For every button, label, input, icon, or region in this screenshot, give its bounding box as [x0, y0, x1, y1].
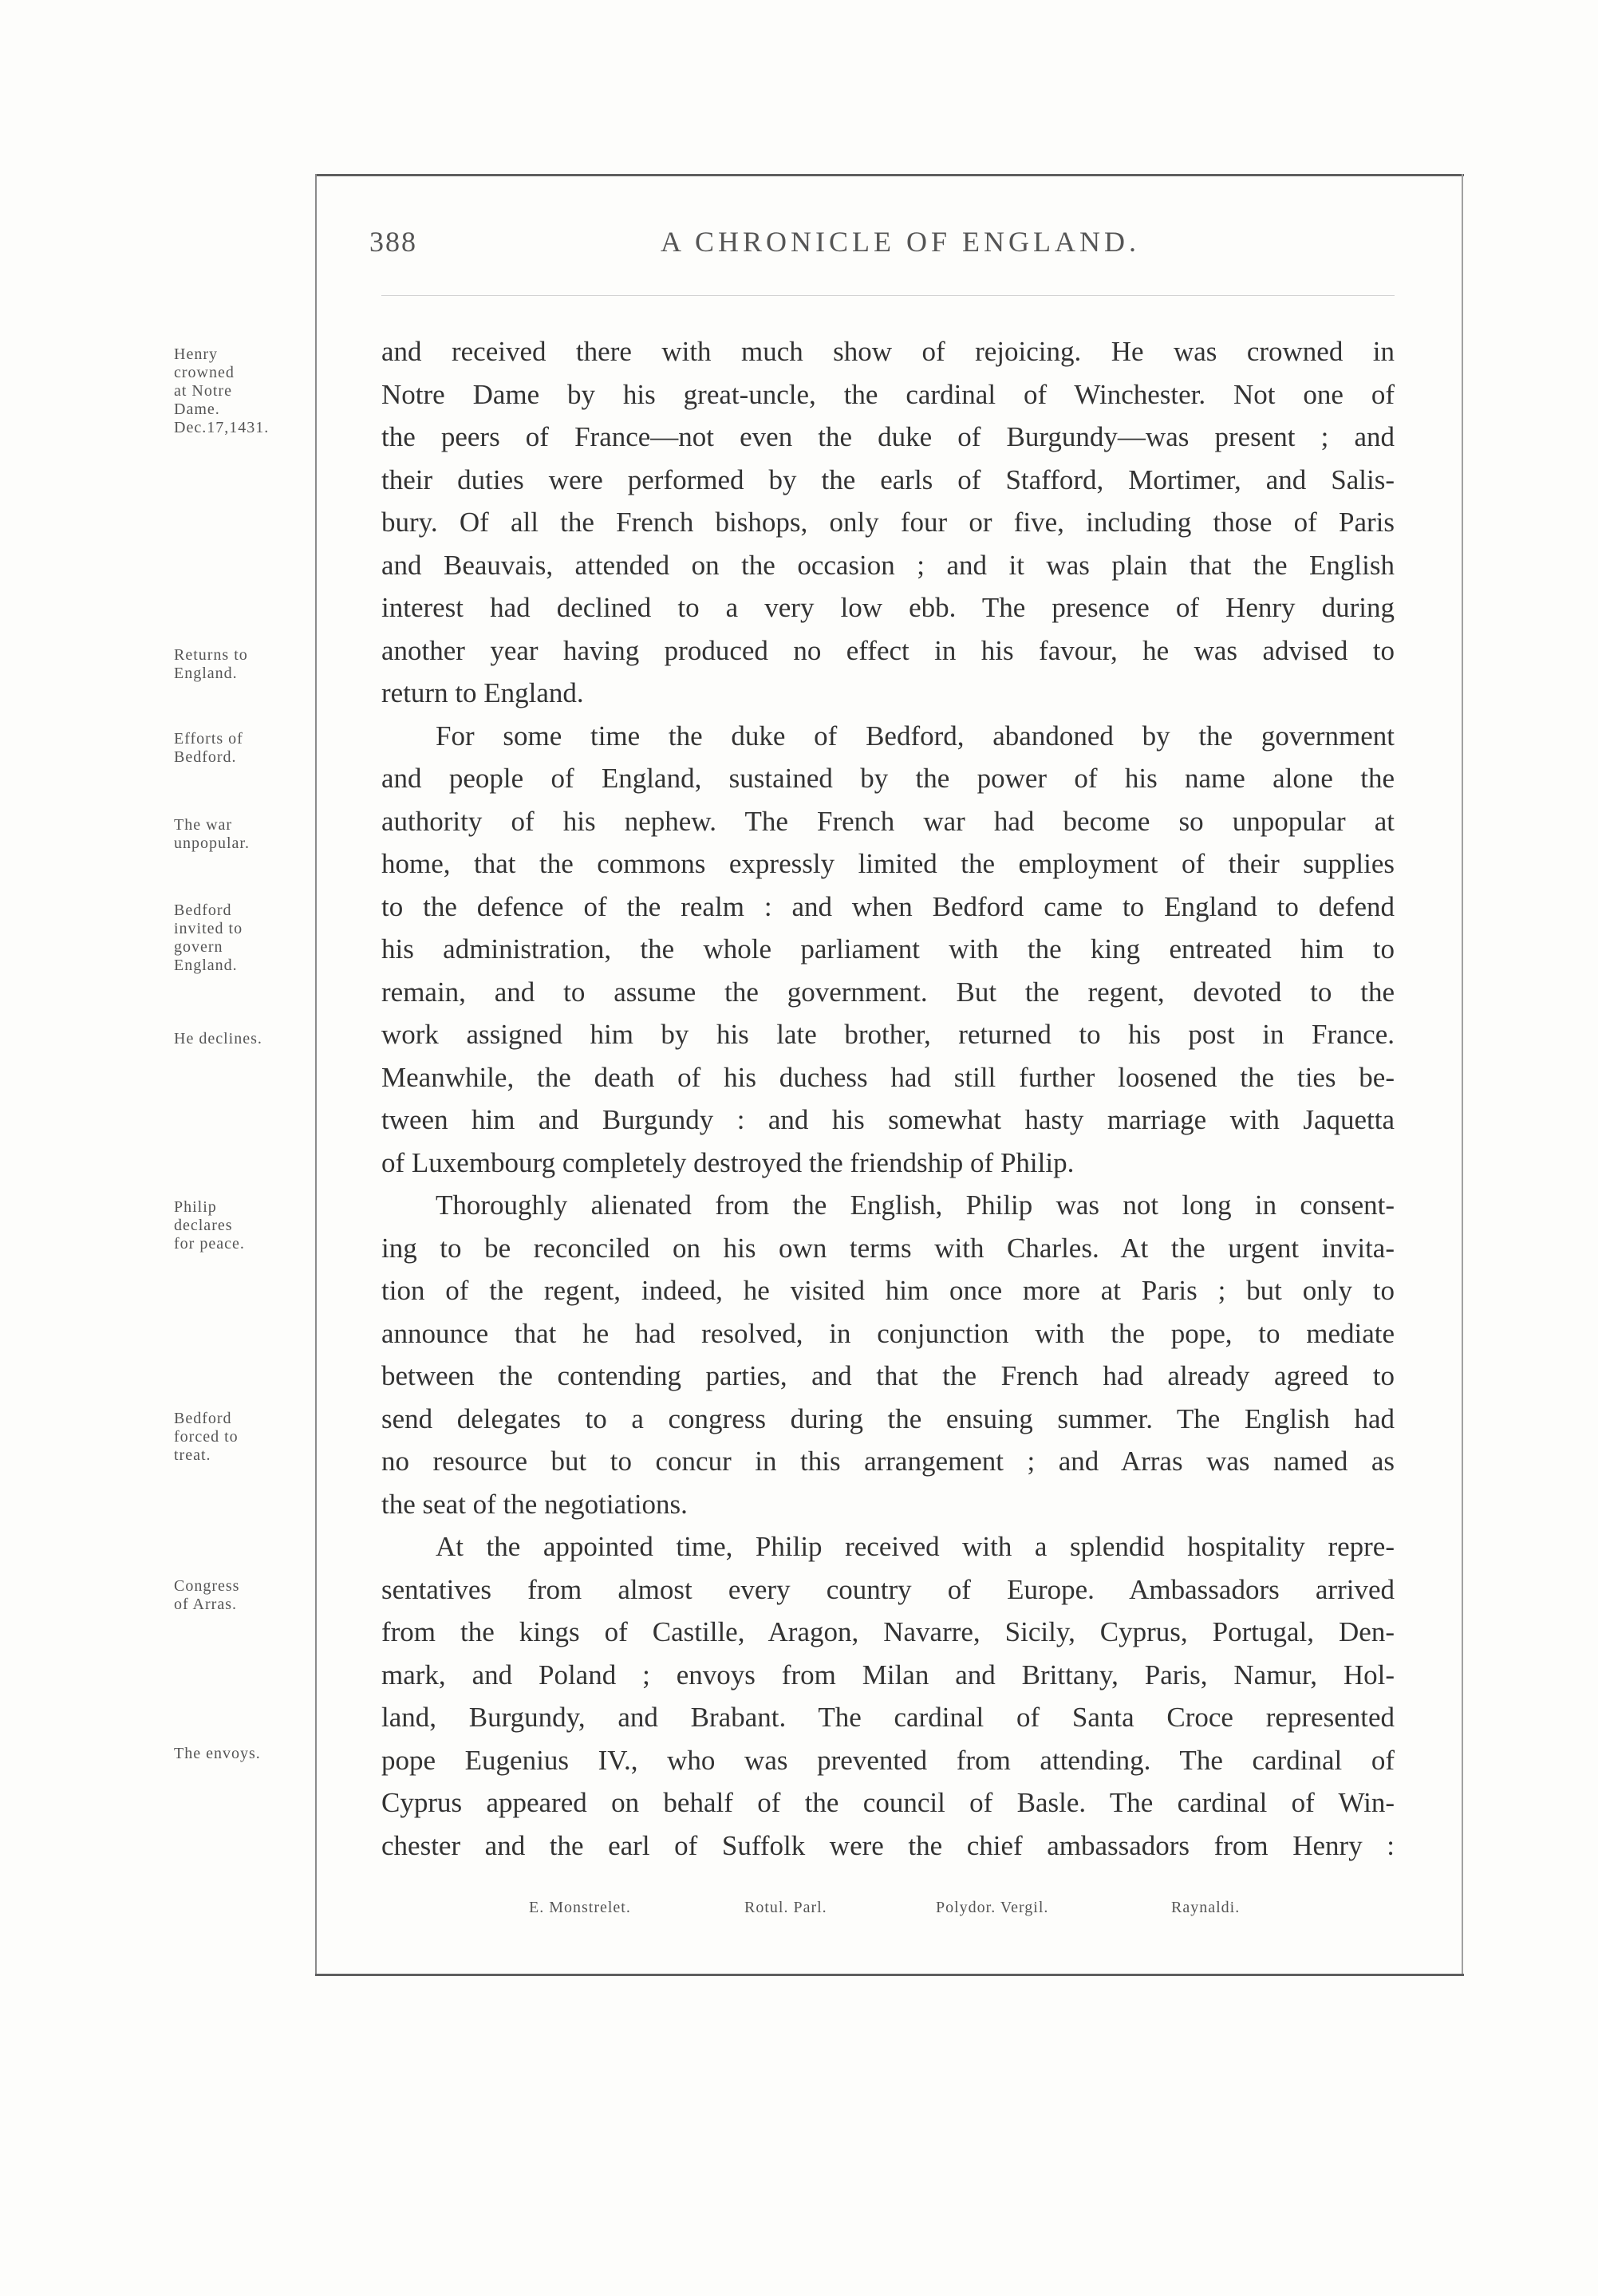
body-line: send delegates to a congress during the ensuing summer. The English had — [381, 1402, 1395, 1434]
source-ref-monstrelet: E. Monstrelet. — [529, 1899, 631, 1916]
body-line: from the kings of Castille, Aragon, Navarre, Sicily, Cyprus, Portugal, Den- — [381, 1616, 1395, 1647]
body-line: ing to be reconciled on his own terms with Charles. At the urgent invita- — [381, 1232, 1395, 1264]
marginal-note-line: Bedford — [174, 1410, 232, 1427]
page-frame-top-rule — [315, 174, 1464, 176]
body-line: work assigned him by his late brother, returned to his post in France. — [381, 1019, 1395, 1050]
marginal-note-line: Congress — [174, 1577, 240, 1595]
page-frame-bottom-rule — [315, 1974, 1464, 1976]
marginal-note-line: England. — [174, 957, 238, 974]
page-frame-left-rule — [315, 174, 317, 1974]
marginal-note-line: Bedford — [174, 901, 232, 919]
body-line: and received there with much show of rejoicing. He was crowned in — [381, 336, 1395, 367]
marginal-note-bedford-forced — [174, 1410, 310, 1465]
body-line: of Luxembourg completely destroyed the friendship of Philip. — [381, 1146, 1075, 1178]
body-line: Thoroughly alienated from the English, Philip was not long in consent- — [436, 1189, 1395, 1221]
body-line: For some time the duke of Bedford, abandoned by the government — [436, 720, 1395, 752]
body-line: and Beauvais, attended on the occasion ; and it was plain that the English — [381, 549, 1395, 581]
marginal-note-war-unpopular — [174, 816, 310, 853]
body-line: to the defence of the realm : and when Bedford came to England to defend — [381, 890, 1395, 922]
marginal-note-line: He declines. — [174, 1030, 262, 1047]
marginal-note-he-declines — [174, 1030, 310, 1048]
body-line: pope Eugenius IV., who was prevented from attending. The cardinal of — [381, 1744, 1395, 1776]
body-line: tween him and Burgundy : and his somewhat hasty marriage with Jaquetta — [381, 1104, 1395, 1135]
body-line: between the contending parties, and that the French had already agreed to — [381, 1360, 1395, 1391]
marginal-note-line: The envoys. — [174, 1745, 261, 1762]
marginal-note-henry-crowned — [174, 345, 310, 437]
body-line: land, Burgundy, and Brabant. The cardinal of Santa Croce represented — [381, 1702, 1395, 1733]
body-line: home, that the commons expressly limited the employment of their supplies — [381, 848, 1395, 879]
body-line: mark, and Poland ; envoys from Milan and Brittany, Paris, Namur, Hol- — [381, 1659, 1395, 1690]
body-line: no resource but to concur in this arrangement ; and Arras was named as — [381, 1446, 1395, 1477]
body-line: their duties were performed by the earls of Stafford, Mortimer, and Salis- — [381, 464, 1395, 495]
marginal-note-philip-declares — [174, 1198, 310, 1253]
body-line: tion of the regent, indeed, he visited him once more at Paris ; but only to — [381, 1275, 1395, 1306]
marginal-note-line: Henry — [174, 345, 218, 363]
header-rule — [381, 295, 1395, 296]
body-line: Notre Dame by his great-uncle, the cardinal of Winchester. Not one of — [381, 378, 1395, 410]
source-ref-rotul-parl: Rotul. Parl. — [744, 1899, 827, 1916]
marginal-note-line: Dec.17,1431. — [174, 419, 270, 436]
body-line: interest had declined to a very low ebb. The presence of Henry during — [381, 592, 1395, 623]
marginal-note-line: invited to — [174, 920, 243, 937]
marginal-note-the-envoys — [174, 1745, 310, 1763]
source-ref-raynaldi: Raynaldi. — [1171, 1899, 1241, 1916]
body-line: another year having produced no effect in his favour, he was advised to — [381, 634, 1395, 666]
marginal-note-line: at Notre — [174, 382, 232, 400]
marginal-note-line: govern — [174, 938, 223, 956]
source-ref-polydor-vergil: Polydor. Vergil. — [936, 1899, 1049, 1916]
marginal-note-line: Bedford. — [174, 748, 237, 766]
body-line: sentatives from almost every country of Europe. Ambassadors arrived — [381, 1573, 1395, 1605]
marginal-note-bedford-invited — [174, 901, 310, 975]
body-text — [381, 330, 1395, 1867]
marginal-note-line: crowned — [174, 364, 235, 381]
running-title: A CHRONICLE OF ENGLAND. — [661, 226, 1140, 258]
body-line: the peers of France—not even the duke of Burgundy—was present ; and — [381, 421, 1395, 452]
page-frame-right-rule — [1462, 174, 1463, 1974]
marginal-note-line: of Arras. — [174, 1596, 237, 1613]
marginal-note-congress-of-arras — [174, 1577, 310, 1614]
marginal-note-line: Efforts of — [174, 730, 243, 748]
marginal-note-line: declares — [174, 1217, 233, 1234]
body-line: Cyprus appeared on behalf of the council of Basle. The cardinal of Win- — [381, 1787, 1395, 1818]
body-line: authority of his nephew. The French war had become so unpopular at — [381, 805, 1395, 837]
body-line: the seat of the negotiations. — [381, 1488, 688, 1520]
marginal-note-line: Philip — [174, 1198, 217, 1216]
body-line: Meanwhile, the death of his duchess had still further loosened the ties be- — [381, 1061, 1395, 1093]
body-line: remain, and to assume the government. But the regent, devoted to the — [381, 976, 1395, 1008]
body-line: return to England. — [381, 677, 584, 708]
body-line: bury. Of all the French bishops, only four or five, including those of Paris — [381, 507, 1395, 538]
marginal-note-line: Dame. — [174, 400, 220, 418]
marginal-note-returns-to-england — [174, 646, 310, 683]
page-number: 388 — [369, 226, 417, 258]
marginal-note-line: unpopular. — [174, 834, 250, 852]
marginal-note-line: treat. — [174, 1446, 211, 1464]
marginal-note-line: England. — [174, 665, 238, 682]
body-line: At the appointed time, Philip received with a splendid hospitality repre- — [436, 1531, 1395, 1562]
source-references — [381, 1899, 1395, 1923]
marginal-note-line: forced to — [174, 1428, 239, 1446]
body-line: and people of England, sustained by the power of his name alone the — [381, 763, 1395, 794]
marginal-note-line: Returns to — [174, 646, 248, 664]
marginal-note-line: for peace. — [174, 1235, 245, 1253]
body-line: chester and the earl of Suffolk were the chief ambassadors from Henry : — [381, 1829, 1395, 1861]
body-line: announce that he had resolved, in conjunction with the pope, to mediate — [381, 1317, 1395, 1349]
marginal-note-efforts-of-bedford — [174, 730, 310, 767]
body-line: his administration, the whole parliament with the king entreated him to — [381, 933, 1395, 965]
marginal-note-line: The war — [174, 816, 233, 834]
